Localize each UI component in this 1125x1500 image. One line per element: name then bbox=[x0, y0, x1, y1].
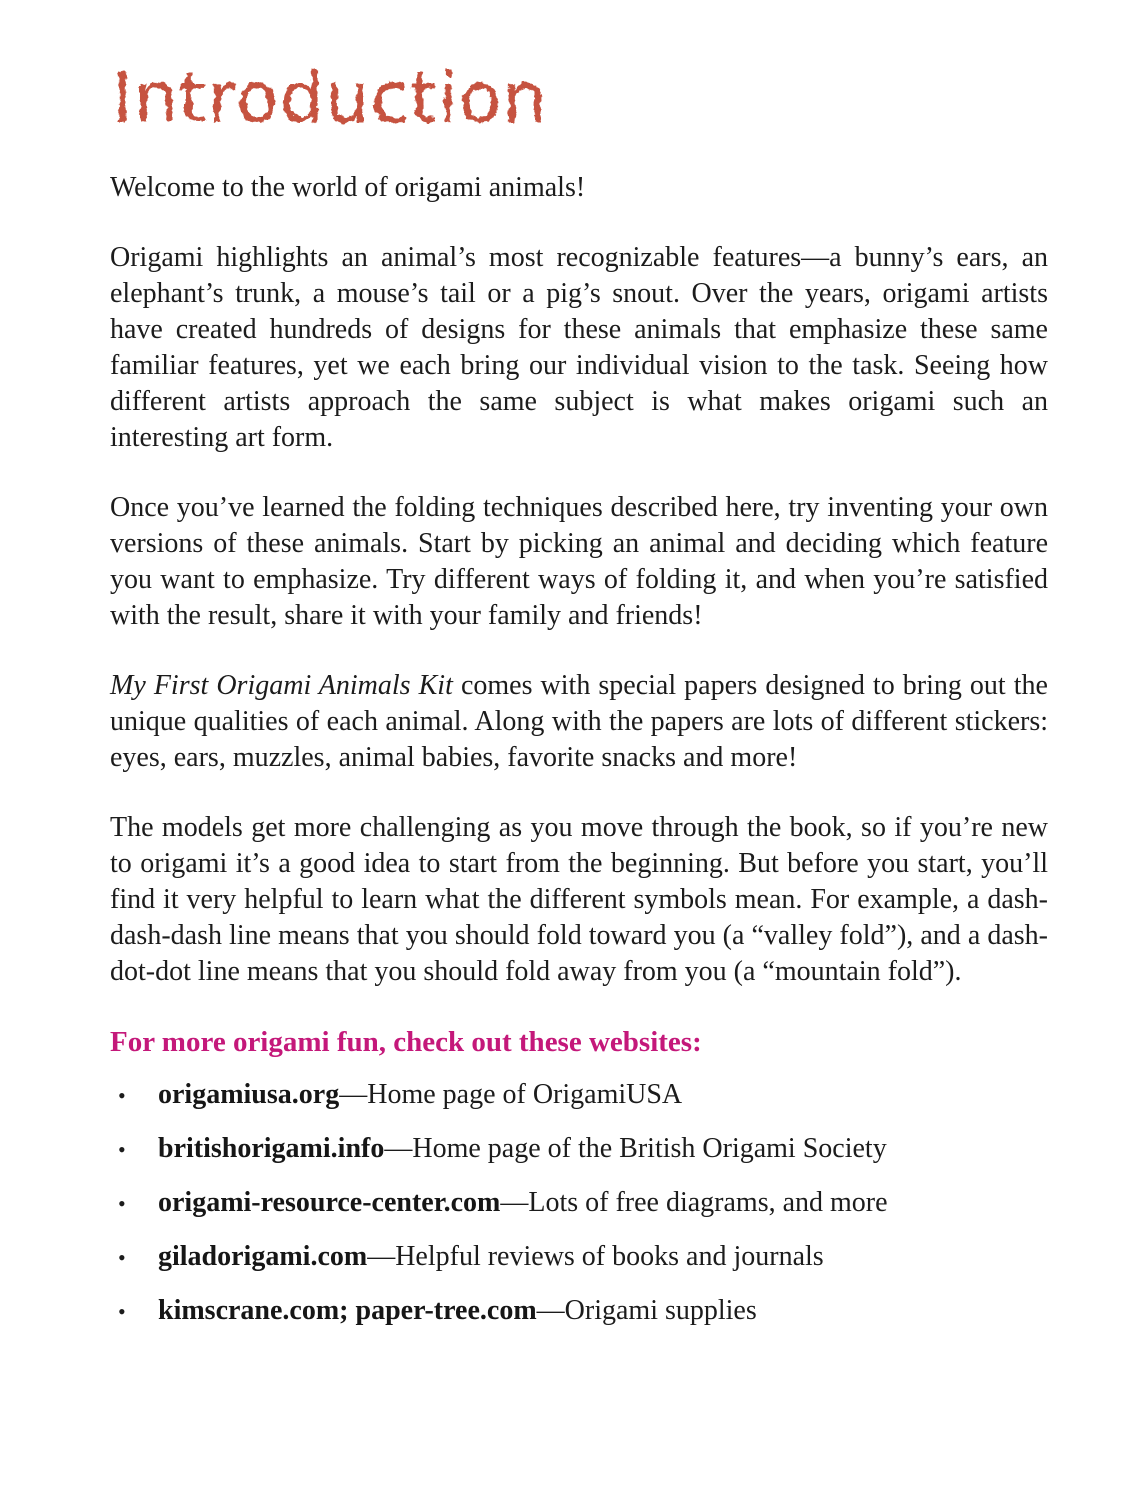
website-description: —Helpful reviews of books and journals bbox=[367, 1241, 824, 1272]
paragraph-invent-your-own: Once you’ve learned the folding techniques described here, try inventing your own versions of these animals. Start by picking an animal and deciding which feature you want to emphasize. Try different ways of folding it, and when you’re satisfied with the result, share it with your family and friends! bbox=[110, 492, 1048, 631]
website-description: —Home page of OrigamiUSA bbox=[339, 1079, 683, 1110]
website-name: kimscrane.com; paper-tree.com bbox=[158, 1295, 537, 1326]
websites-list bbox=[110, 1076, 1048, 1329]
kit-paragraph-rest: comes with special papers designed to bring out the unique qualities of each animal. Along with the papers are lots of different stickers: eyes, ears, muzzles, animal babies, favorite snacks and more! bbox=[110, 670, 1048, 773]
website-item-origami-resource-center bbox=[110, 1184, 1048, 1221]
website-item-britishorigami bbox=[110, 1130, 1048, 1167]
page-title: Introduction bbox=[112, 57, 548, 139]
website-name: giladorigami.com bbox=[158, 1241, 368, 1272]
bullet-icon: • bbox=[118, 1191, 126, 1216]
bullet-icon: • bbox=[118, 1245, 126, 1270]
paragraph-welcome: Welcome to the world of origami animals! bbox=[110, 172, 586, 203]
website-name: origami-resource-center.com bbox=[158, 1187, 501, 1218]
bullet-icon: • bbox=[118, 1137, 126, 1162]
kit-title-italic: My First Origami Animals Kit bbox=[110, 670, 453, 701]
website-description: —Lots of free diagrams, and more bbox=[500, 1187, 888, 1218]
websites-heading: For more origami fun, check out these websites: bbox=[110, 1026, 702, 1058]
website-item-giladorigami bbox=[110, 1238, 1048, 1275]
website-item-origamiusa bbox=[110, 1076, 1048, 1113]
paragraph-kit-description bbox=[110, 668, 1048, 776]
page-title-container bbox=[110, 48, 650, 148]
website-description: —Home page of the British Origami Society bbox=[384, 1133, 887, 1164]
bullet-icon: • bbox=[118, 1299, 126, 1324]
bullet-icon: • bbox=[118, 1083, 126, 1108]
website-item-kimscrane-papertree bbox=[110, 1292, 1048, 1329]
paragraph-symbols: The models get more challenging as you move through the book, so if you’re new to origami it’s a good idea to start from the beginning. But before you start, you’ll find it very helpful to learn what the different symbols mean. For example, a dash-dash-dash line means that you should fold toward you (a “valley fold”), and a dash-dot-dot line means that you should fold away from you (a “mountain fold”). bbox=[110, 812, 1048, 987]
paragraph-features: Origami highlights an animal’s most recognizable features—a bunny’s ears, an elephant’s trunk, a mouse’s tail or a pig’s snout. Over the years, origami artists have created hundreds of designs for these animals that emphasize these same familiar features, yet we each bring our individual vision to the task. Seeing how different artists approach the same subject is what makes origami such an interesting art form. bbox=[110, 242, 1048, 453]
website-description: —Origami supplies bbox=[536, 1295, 757, 1326]
website-name: britishorigami.info bbox=[158, 1133, 385, 1164]
website-name: origamiusa.org bbox=[158, 1079, 340, 1110]
